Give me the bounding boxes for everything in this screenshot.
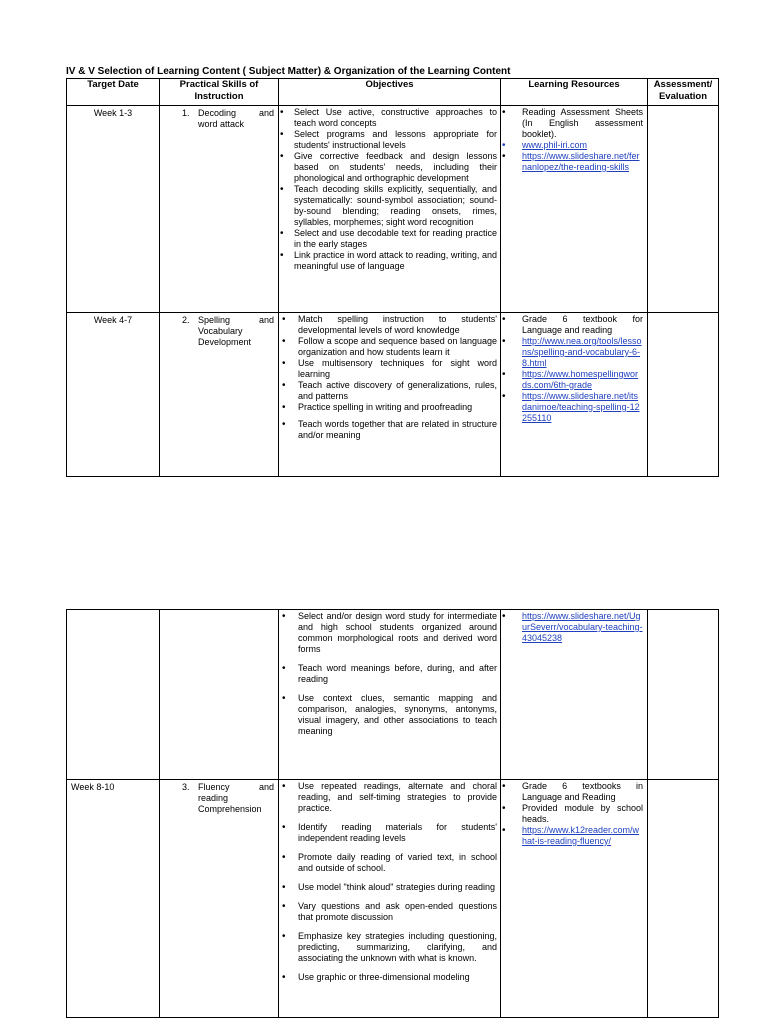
target-date: Week 4-7 xyxy=(93,315,133,325)
list-item: • Practice spelling in writing and proofreading xyxy=(279,402,500,413)
skill-cell xyxy=(160,313,278,348)
resources-list xyxy=(501,611,647,644)
resource-link[interactable]: • https://www.slideshare.net/fernanlopez/the-reading-skills xyxy=(522,151,640,172)
header-target-date: Target Date xyxy=(67,79,160,106)
assessment-cell xyxy=(648,106,719,313)
list-item: • Use multisensory techniques for sight word learning xyxy=(279,358,500,380)
skill-number: 2. xyxy=(182,315,190,325)
list-item: • Select and use decodable text for reading practice in the early stages xyxy=(279,228,500,250)
resource-link[interactable]: • https://www.homespellingwords.com/6th-grade xyxy=(522,369,639,390)
list-item: • Select programs and lessons appropriate for students' instructional levels xyxy=(279,129,500,151)
header-assessment: Assessment/ Evaluation xyxy=(648,79,719,106)
resource-link[interactable]: • https://www.slideshare.net/itsdanimoe/teaching-spelling-12255110 xyxy=(522,391,640,423)
resource-link[interactable]: • www.phil-iri.com xyxy=(522,140,588,150)
resource-link[interactable]: • https://www.k12reader.com/what-is-reading-fluency/ xyxy=(522,825,640,846)
list-item: • Use context clues, semantic mapping and comparison, analogies, synonyms, antonyms, visual imagery, and other associations to teach meaning xyxy=(279,693,500,737)
skill-number: 3. xyxy=(182,782,190,792)
table-row xyxy=(67,313,719,477)
list-item: • Teach word meanings before, during, and after reading xyxy=(279,663,500,685)
learning-content-table xyxy=(66,78,719,477)
resources-list xyxy=(501,781,647,847)
objectives-list xyxy=(279,314,500,441)
assessment-cell xyxy=(648,610,719,780)
list-item: • Teach decoding skills explicitly, sequentially, and systematically: sound-symbol association; sound-by-sound blending; reading onsets, rimes, syllables, morphemes; sight word recognition xyxy=(279,184,500,228)
header-row xyxy=(67,79,719,106)
list-item: • Identify reading materials for students' independent reading levels xyxy=(279,822,500,844)
objectives-list xyxy=(279,781,500,983)
assessment-cell xyxy=(648,780,719,1018)
skill-text: Fluency and reading Comprehension xyxy=(198,782,274,814)
list-item: • Match spelling instruction to students' developmental levels of word knowledge xyxy=(279,314,500,336)
table-row xyxy=(67,780,719,1018)
list-item: • Vary questions and ask open-ended questions that promote discussion xyxy=(279,901,500,923)
header-skills: Practical Skills of Instruction xyxy=(160,79,279,106)
skill-text: Spelling and Vocabulary Development xyxy=(198,315,274,347)
objectives-list xyxy=(279,107,500,272)
list-item: • Link practice in word attack to reading, writing, and meaningful use of language xyxy=(279,250,500,272)
list-item: • Follow a scope and sequence based on language organization and how students learn it xyxy=(279,336,500,358)
list-item: • Promote daily reading of varied text, in school and outside of school. xyxy=(279,852,500,874)
header-resources: Learning Resources xyxy=(501,79,648,106)
header-objectives: Objectives xyxy=(279,79,501,106)
list-item: • Teach active discovery of generalizations, rules, and patterns xyxy=(279,380,500,402)
skill-cell xyxy=(160,106,278,130)
list-item: • Give corrective feedback and design lessons based on students' needs, including their phonological and orthographic development xyxy=(279,151,500,184)
list-item: • Select and/or design word study for intermediate and high school students organized around common morphological roots and derived word forms xyxy=(279,611,500,655)
target-date-empty xyxy=(67,610,160,780)
target-date: Week 8-10 xyxy=(71,782,115,792)
document-title: IV & V Selection of Learning Content ( Subject Matter) & Organization of the Learning Content xyxy=(66,66,511,77)
list-item: • Use repeated readings, alternate and choral reading, and self-timing strategies to provide practice. xyxy=(279,781,500,814)
list-item: • Emphasize key strategies including questioning, predicting, summarizing, clarifying, and associating the unknown with what is known. xyxy=(279,931,500,964)
skill-text: Decoding and word attack xyxy=(198,108,274,129)
skill-cell-empty xyxy=(160,610,279,780)
skill-number: 1. xyxy=(182,108,190,118)
skill-cell xyxy=(160,780,278,815)
resource-link[interactable]: • https://www.slideshare.net/UgurSeverr/vocabulary-teaching-43045238 xyxy=(522,611,643,643)
list-item: • Grade 6 textbooks in Language and Reading xyxy=(501,781,647,803)
assessment-cell xyxy=(648,313,719,477)
list-item: • Reading Assessment Sheets (In English assessment booklet). xyxy=(501,107,647,140)
list-item: • Use graphic or three-dimensional modeling xyxy=(279,972,500,983)
resource-link[interactable]: • http://www.nea.org/tools/lessons/spelling-and-vocabulary-6-8.html xyxy=(522,336,642,368)
list-item: • Select Use active, constructive approaches to teach word concepts xyxy=(279,107,500,129)
list-item: • Use model "think aloud" strategies during reading xyxy=(279,882,500,893)
resources-list xyxy=(501,107,647,173)
list-item: • Grade 6 textbook for Language and reading xyxy=(501,314,647,336)
target-date: Week 1-3 xyxy=(93,108,133,118)
resources-list xyxy=(501,314,647,424)
table-row xyxy=(67,106,719,313)
list-item: • Teach words together that are related in structure and/or meaning xyxy=(279,419,500,441)
table-row xyxy=(67,610,719,780)
learning-content-table-continued xyxy=(66,609,719,1018)
objectives-list xyxy=(279,611,500,737)
list-item: • Provided module by school heads. xyxy=(501,803,647,825)
